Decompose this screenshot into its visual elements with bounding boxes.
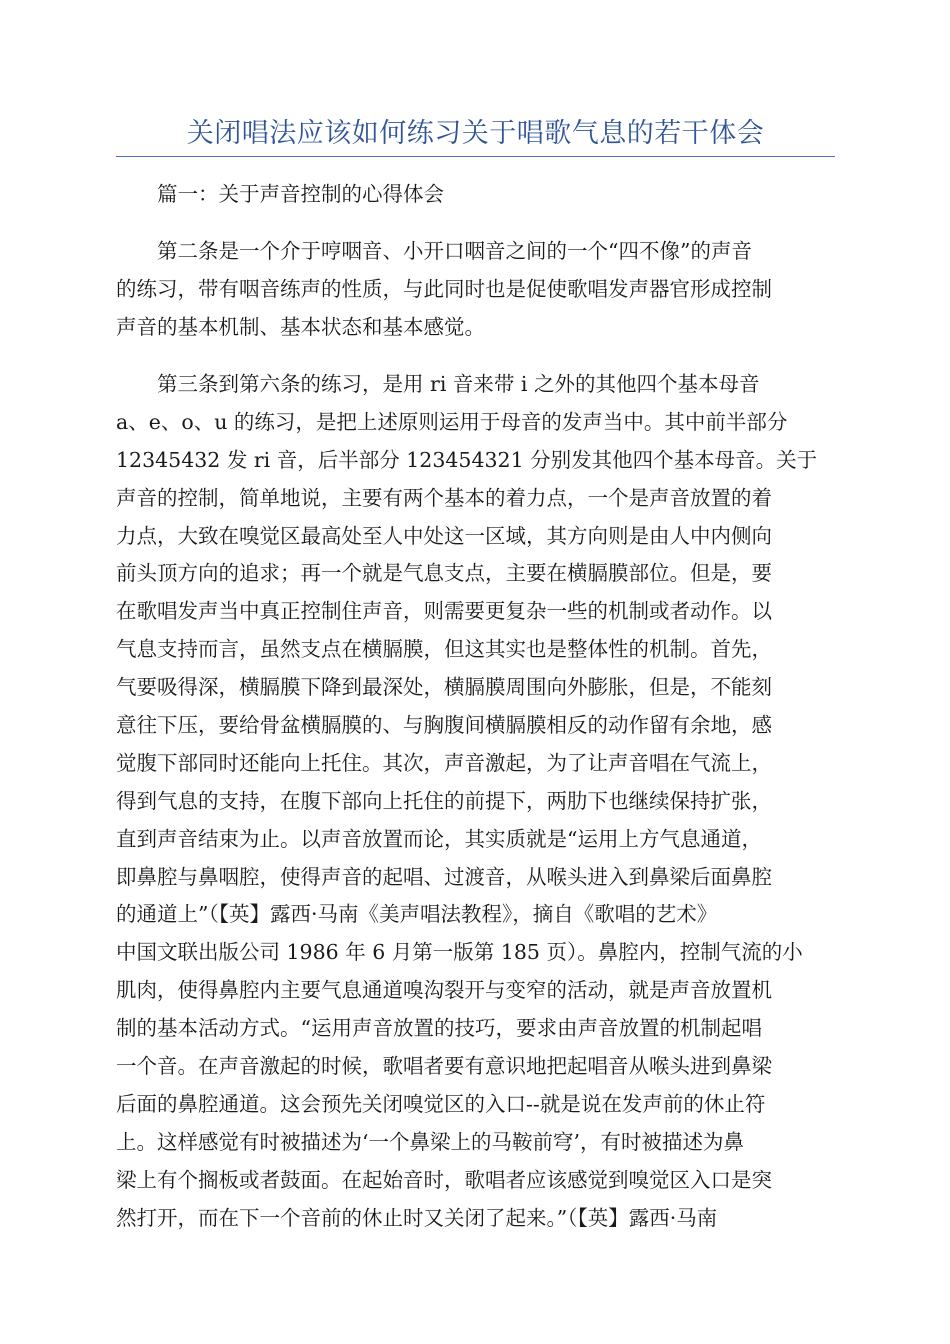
paragraph-2-line: 气要吸得深，横膈膜下降到最深处，横膈膜周围向外膨胀，但是，不能刻 xyxy=(116,675,772,700)
paragraph-2-line: 力点，大致在嗅觉区最高处至人中处这一区域，其方向则是由人中内侧向 xyxy=(116,523,772,548)
paragraph-2-line: 梁上有个搁板或者鼓面。在起始音时，歌唱者应该感觉到嗅觉区入口是突 xyxy=(116,1167,772,1192)
document-title: 关闭唱法应该如何练习关于唱歌气息的若干体会 xyxy=(186,118,765,149)
paragraph-2-line: 即鼻腔与鼻咽腔，使得声音的起唱、过渡音，从喉头进入到鼻梁后面鼻腔 xyxy=(116,864,772,889)
paragraph-2-line: 得到气息的支持，在腹下部向上托住的前提下，两肋下也继续保持扩张， xyxy=(116,788,772,813)
paragraph-2-line: 前头顶方向的追求；再一个就是气息支点，主要在横膈膜部位。但是，要 xyxy=(116,561,772,586)
paragraph-2-line: 然打开，而在下一个音前的休止时又关闭了起来。”（【英】露西·马南 xyxy=(116,1205,718,1230)
paragraph-2-line: 第三条到第六条的练习，是用 ri 音来带 i 之外的其他四个基本母音 xyxy=(157,372,760,396)
paragraph-2-line: 直到声音结束为止。以声音放置而论，其实质就是“运用上方气息通道， xyxy=(116,826,762,851)
paragraph-2-line: 上。这样感觉有时被描述为‘一个鼻梁上的马鞍前穹’，有时被描述为鼻 xyxy=(116,1129,745,1154)
paragraph-2-line: 声音的控制，简单地说，主要有两个基本的着力点，一个是声音放置的着 xyxy=(116,485,772,510)
paragraph-2-line: 制的基本活动方式。“运用声音放置的技巧，要求由声音放置的机制起唱 xyxy=(116,1016,762,1041)
paragraph-2-line: 意往下压，要给骨盆横膈膜的、与胸腹间横膈膜相反的动作留有余地，感 xyxy=(116,713,772,738)
paragraph-1-line: 声音的基本机制、基本状态和基本感觉。 xyxy=(116,314,485,339)
paragraph-2-line: 在歌唱发声当中真正控制住声音，则需要更复杂一些的机制或者动作。以 xyxy=(116,599,772,624)
paragraph-2-line: 肌肉，使得鼻腔内主要气息通道嗅沟裂开与变窄的活动，就是声音放置机 xyxy=(116,978,772,1003)
paragraph-2-line: 的通道上”（【英】露西·马南《美声唱法教程》，摘自《歌唱的艺术》 xyxy=(116,902,718,927)
paragraph-2-line: 一个音。在声音激起的时候，歌唱者要有意识地把起唱音从喉头进到鼻梁 xyxy=(116,1054,772,1079)
title-underline-rule xyxy=(116,156,835,157)
paragraph-2-line: 中国文联出版公司 1986 年 6 月第一版第 185 页）。鼻腔内，控制气流的小 xyxy=(116,940,803,965)
paragraph-1-line: 的练习，带有咽音练声的性质，与此同时也是促使歌唱发声器官形成控制 xyxy=(116,276,772,301)
paragraph-2-line: 气息支持而言，虽然支点在横膈膜，但这其实也是整体性的机制。首先， xyxy=(116,637,772,662)
paragraph-2-line: 后面的鼻腔通道。这会预先关闭嗅觉区的入口--就是说在发声前的休止符 xyxy=(116,1091,766,1116)
paragraph-2 xyxy=(116,366,835,1237)
section-heading xyxy=(116,176,835,214)
paragraph-2-line: 觉腹下部同时还能向上托住。其次，声音激起，为了让声音唱在气流上， xyxy=(116,750,772,775)
section-heading-text: 篇一：关于声音控制的心得体会 xyxy=(157,182,444,206)
paragraph-1-line: 第二条是一个介于哼咽音、小开口咽音之间的一个“四不像”的声音 xyxy=(157,239,752,263)
paragraph-1 xyxy=(116,233,835,347)
paragraph-2-line: a、e、o、u 的练习，是把上述原则运用于母音的发声当中。其中前半部分 xyxy=(116,409,788,434)
paragraph-2-line: 12345432 发 ri 音，后半部分 123454321 分别发其他四个基本母音。关于 xyxy=(116,447,818,472)
